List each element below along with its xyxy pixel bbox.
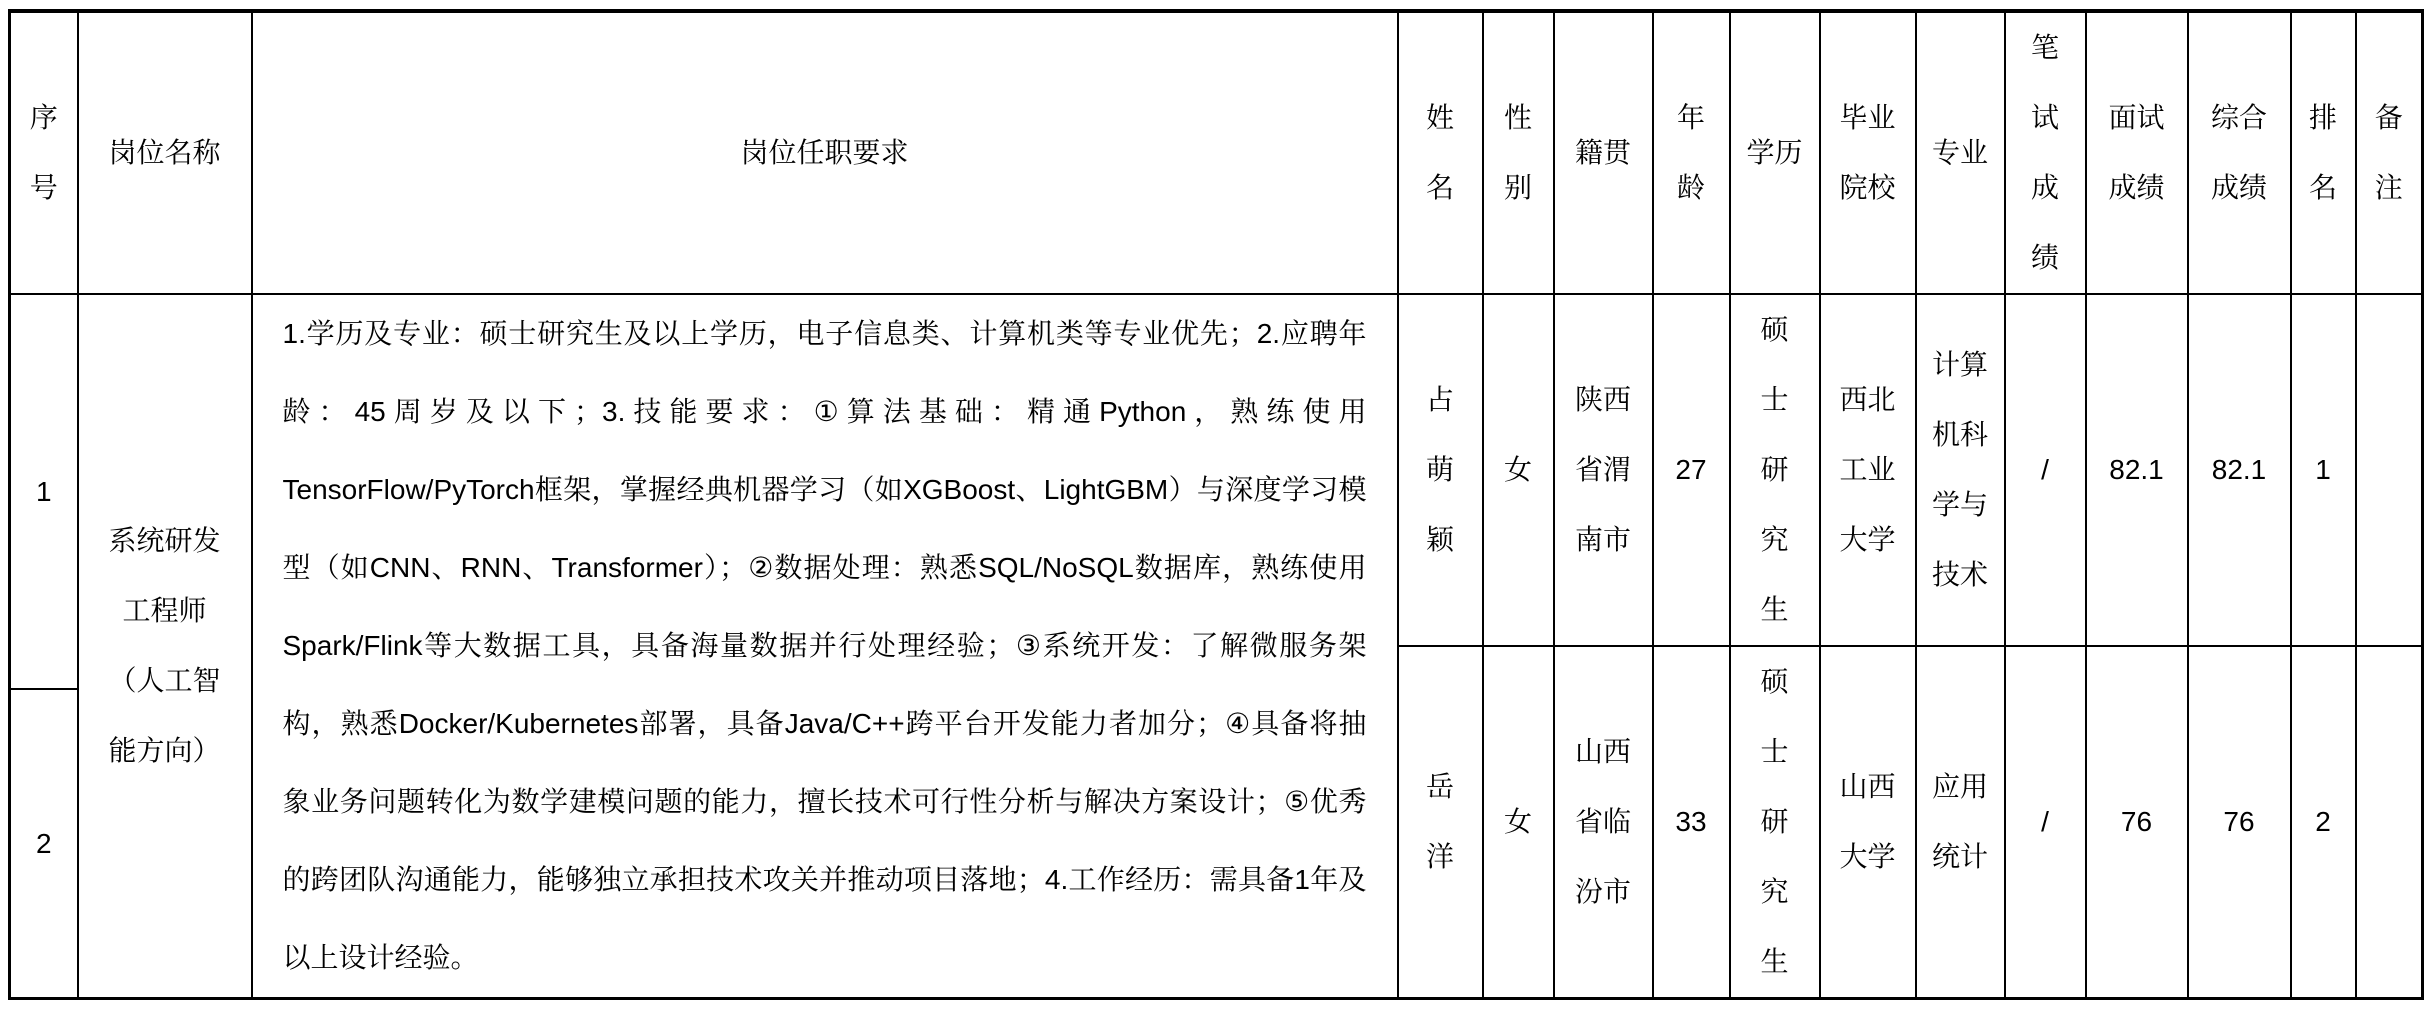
col-header-name [1398, 11, 1483, 294]
cell-age-2: 33 [1653, 646, 1730, 999]
col-header-interview-score-label: 面试成绩 [2108, 102, 2165, 203]
col-header-interview-score [2086, 11, 2188, 294]
cell-interview-score-2: 76 [2086, 646, 2188, 999]
recruitment-result-table [8, 9, 2424, 1000]
col-header-school-label: 毕业院校 [1839, 102, 1896, 203]
col-header-age-label: 年龄 [1676, 102, 1705, 203]
col-header-gender-label: 性别 [1503, 102, 1532, 203]
cell-overall-score-2: 76 [2188, 646, 2291, 999]
col-header-overall-score-label: 综合成绩 [2210, 102, 2267, 203]
col-header-degree: 学历 [1730, 11, 1820, 294]
cell-gender-1: 女 [1483, 294, 1554, 646]
col-header-position: 岗位名称 [78, 11, 252, 294]
cell-rank-2: 2 [2291, 646, 2356, 999]
position-name-text: 系统研发工程师（人工智能方向） [108, 525, 221, 766]
cell-school-1 [1820, 294, 1916, 646]
cell-rank-1: 1 [2291, 294, 2356, 646]
col-header-gender [1483, 11, 1554, 294]
cell-school-2 [1820, 646, 1916, 999]
cell-hometown-2-text: 山西省临汾市 [1574, 736, 1631, 907]
table-row-1 [10, 294, 2423, 646]
cell-hometown-1-text: 陕西省渭南市 [1574, 384, 1631, 555]
cell-hometown-1 [1554, 294, 1653, 646]
col-header-age [1653, 11, 1730, 294]
col-header-note [2356, 11, 2423, 294]
cell-school-2-text: 山西大学 [1839, 771, 1896, 872]
cell-serial-1: 1 [10, 294, 78, 689]
col-header-serial [10, 11, 78, 294]
col-header-requirements: 岗位任职要求 [252, 11, 1398, 294]
cell-name-1 [1398, 294, 1483, 646]
cell-major-1 [1916, 294, 2005, 646]
cell-degree-1 [1730, 294, 1820, 646]
col-header-name-label: 姓名 [1425, 102, 1454, 203]
cell-degree-1-text: 硕士研究生 [1760, 314, 1789, 625]
cell-position-name [78, 294, 252, 999]
cell-gender-2: 女 [1483, 646, 1554, 999]
col-header-rank-label: 排名 [2308, 102, 2337, 203]
cell-requirements: 1.学历及专业：硕士研究生及以上学历，电子信息类、计算机类等专业优先；2.应聘年龄：45周岁及以下；3.技能要求：①算法基础：精通Python，熟练使用TensorFlow/PyTorch框架，掌握经典机器学习（如XGBoost、LightGBM）与深度学习模型（如CNN、RNN、Transformer）；②数据处理：熟悉SQL/NoSQL数据库，熟练使用Spark/Flink等大数据工具，具备海量数据并行处理经验；③系统开发：了解微服务架构，熟悉Docker/Kubernetes部署，具备Java/C++跨平台开发能力者加分；④具备将抽象业务问题转化为数学建模问题的能力，擅长技术可行性分析与解决方案设计；⑤优秀的跨团队沟通能力，能够独立承担技术攻关并推动项目落地；4.工作经历：需具备1年及以上设计经验。 [252, 294, 1398, 999]
cell-note-2 [2356, 646, 2423, 999]
col-header-note-label: 备注 [2374, 102, 2403, 203]
cell-name-2 [1398, 646, 1483, 999]
col-header-rank [2291, 11, 2356, 294]
col-header-written-score-label: 笔试成绩 [2030, 32, 2059, 273]
cell-name-2-text: 岳洋 [1425, 771, 1454, 872]
cell-note-1 [2356, 294, 2423, 646]
col-header-serial-label: 序号 [29, 102, 58, 203]
cell-major-1-text: 计算机科学与技术 [1931, 349, 1988, 590]
cell-major-2-text: 应用统计 [1931, 771, 1988, 872]
col-header-school [1820, 11, 1916, 294]
col-header-written-score [2005, 11, 2086, 294]
cell-degree-2-text: 硕士研究生 [1760, 666, 1789, 977]
cell-school-1-text: 西北工业大学 [1839, 384, 1896, 555]
cell-name-1-text: 占萌颖 [1425, 384, 1454, 555]
cell-age-1: 27 [1653, 294, 1730, 646]
cell-hometown-2 [1554, 646, 1653, 999]
cell-major-2 [1916, 646, 2005, 999]
cell-written-score-1: / [2005, 294, 2086, 646]
cell-serial-2: 2 [10, 689, 78, 998]
cell-overall-score-1: 82.1 [2188, 294, 2291, 646]
cell-interview-score-1: 82.1 [2086, 294, 2188, 646]
header-row [10, 11, 2423, 294]
cell-written-score-2: / [2005, 646, 2086, 999]
col-header-hometown: 籍贯 [1554, 11, 1653, 294]
col-header-major: 专业 [1916, 11, 2005, 294]
cell-degree-2 [1730, 646, 1820, 999]
col-header-overall-score [2188, 11, 2291, 294]
